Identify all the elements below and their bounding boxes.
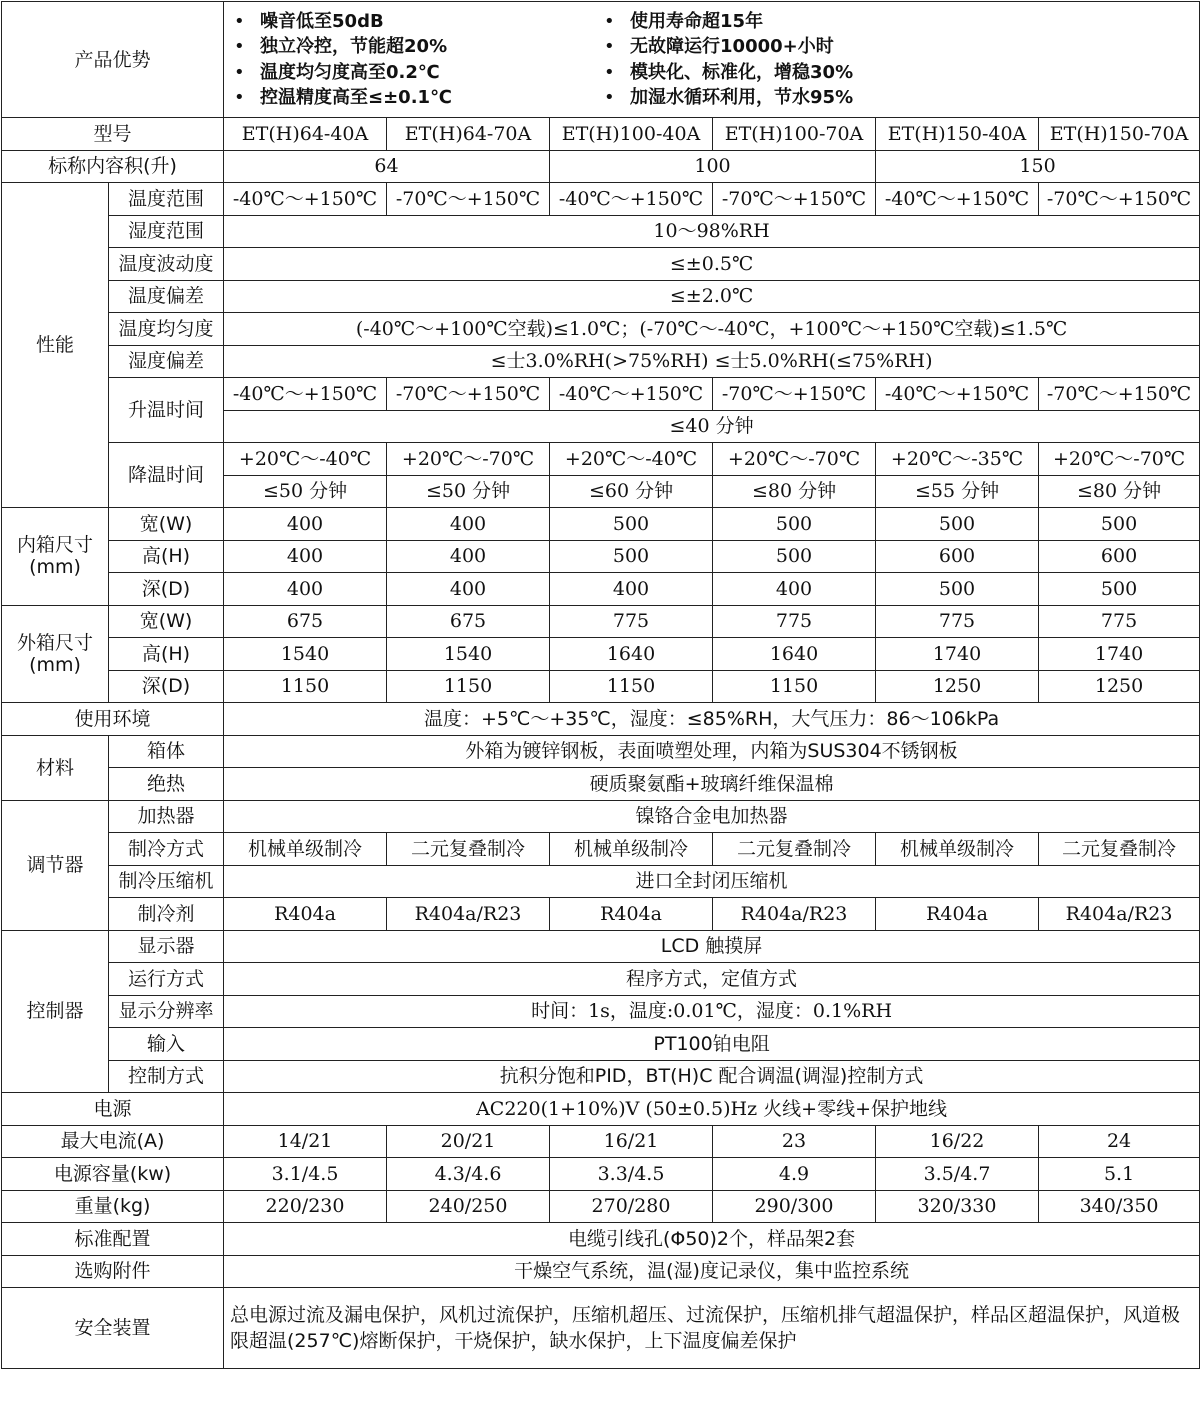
safety-label: 安全装置	[2, 1288, 224, 1369]
power-capacity-cell: 3.1/4.5	[224, 1158, 387, 1191]
model-cell: ET(H)100-70A	[713, 118, 876, 151]
weight-cell: 240/250	[387, 1190, 550, 1223]
cooling-range-cell: +20℃～-70℃	[1039, 443, 1200, 476]
display-label: 显示器	[109, 930, 224, 963]
power-capacity-cell: 3.5/4.7	[876, 1158, 1039, 1191]
standard-config-row	[2, 1223, 1200, 1256]
environment-value: 温度：+5℃～+35℃，湿度：≤85%RH，大气压力：86～106kPa	[224, 703, 1200, 736]
max-current-cell: 14/21	[224, 1125, 387, 1158]
compressor-value: 进口全封闭压缩机	[224, 865, 1200, 898]
optional-accessories-label: 选购附件	[2, 1255, 224, 1288]
volume-cell: 100	[550, 150, 876, 183]
outer-depth-cell: 1150	[224, 670, 387, 703]
cooling-method-cell: 二元复叠制冷	[387, 833, 550, 866]
cooling-range-cell: +20℃～-70℃	[387, 443, 550, 476]
inner-depth-cell: 400	[713, 573, 876, 606]
inner-height-row	[2, 540, 1200, 573]
control-mode-label: 控制方式	[109, 1060, 224, 1093]
outer-width-cell: 775	[1039, 605, 1200, 638]
inner-depth-row	[2, 573, 1200, 606]
temp-uniformity-label: 温度均匀度	[109, 313, 224, 346]
humidity-deviation-value: ≤士3.0%RH(>75%RH) ≤士5.0%RH(≤75%RH)	[224, 345, 1200, 378]
inner-depth-cell: 400	[387, 573, 550, 606]
outer-width-label: 宽(W)	[109, 605, 224, 638]
insulation-label: 绝热	[109, 768, 224, 801]
outer-depth-cell: 1250	[876, 670, 1039, 703]
optional-accessories-value: 干燥空气系统，温(湿)度记录仪，集中监控系统	[224, 1255, 1200, 1288]
resolution-row	[2, 995, 1200, 1028]
cooling-range-cell: +20℃～-35℃	[876, 443, 1039, 476]
inner-width-cell: 500	[1039, 508, 1200, 541]
outer-height-label: 高(H)	[109, 638, 224, 671]
outer-depth-cell: 1250	[1039, 670, 1200, 703]
cooling-method-cell: 机械单级制冷	[876, 833, 1039, 866]
inner-height-cell: 400	[387, 540, 550, 573]
power-capacity-label: 电源容量(kw)	[2, 1158, 224, 1191]
inner-width-cell: 500	[713, 508, 876, 541]
outer-width-cell: 675	[387, 605, 550, 638]
cabinet-label: 箱体	[109, 735, 224, 768]
model-cell: ET(H)100-40A	[550, 118, 713, 151]
humidity-range-value: 10～98%RH	[224, 215, 1200, 248]
temp-uniformity-row	[2, 313, 1200, 346]
safety-row	[2, 1288, 1200, 1369]
max-current-label: 最大电流(A)	[2, 1125, 224, 1158]
performance-label: 性能	[2, 183, 109, 508]
weight-row	[2, 1190, 1200, 1223]
cooling-method-cell: 二元复叠制冷	[713, 833, 876, 866]
inner-size-label	[2, 508, 109, 606]
outer-depth-cell: 1150	[550, 670, 713, 703]
max-current-cell: 20/21	[387, 1125, 550, 1158]
heating-time-value: ≤40 分钟	[224, 410, 1200, 443]
input-row	[2, 1028, 1200, 1061]
temp-range-cell: -40℃～+150℃	[550, 183, 713, 216]
run-mode-label: 运行方式	[109, 963, 224, 996]
refrigerant-row	[2, 898, 1200, 931]
advantage-item: • 控温精度高至≤±0.1℃	[234, 85, 604, 111]
material-label: 材料	[2, 735, 109, 800]
advantage-item: • 无故障运行10000+小时	[604, 34, 974, 60]
insulation-value: 硬质聚氨酯+玻璃纤维保温棉	[224, 768, 1200, 801]
model-cell: ET(H)64-40A	[224, 118, 387, 151]
power-capacity-cell: 5.1	[1039, 1158, 1200, 1191]
humidity-range-label: 湿度范围	[109, 215, 224, 248]
cooling-time-cell: ≤55 分钟	[876, 475, 1039, 508]
advantages-row	[2, 2, 1200, 118]
weight-cell: 290/300	[713, 1190, 876, 1223]
outer-depth-row	[2, 670, 1200, 703]
inner-depth-cell: 400	[550, 573, 713, 606]
resolution-value: 时间：1s，温度:0.01℃，湿度：0.1%RH	[224, 995, 1200, 1028]
standard-config-value: 电缆引线孔(Φ50)2个，样品架2套	[224, 1223, 1200, 1256]
cooling-time-cell: ≤60 分钟	[550, 475, 713, 508]
humidity-range-row	[2, 215, 1200, 248]
outer-depth-label: 深(D)	[109, 670, 224, 703]
outer-height-cell: 1540	[387, 638, 550, 671]
power-supply-value: AC220(1+10%)V (50±0.5)Hz 火线+零线+保护地线	[224, 1093, 1200, 1126]
power-capacity-cell: 4.9	[713, 1158, 876, 1191]
material-cabinet-row	[2, 735, 1200, 768]
outer-height-cell: 1540	[224, 638, 387, 671]
inner-height-cell: 500	[550, 540, 713, 573]
model-label: 型号	[2, 118, 224, 151]
max-current-cell: 16/22	[876, 1125, 1039, 1158]
inner-height-cell: 600	[876, 540, 1039, 573]
max-current-cell: 23	[713, 1125, 876, 1158]
heater-label: 加热器	[109, 800, 224, 833]
outer-size-unit: (mm)	[29, 653, 81, 676]
cooling-method-cell: 机械单级制冷	[224, 833, 387, 866]
weight-label: 重量(kg)	[2, 1190, 224, 1223]
volume-row	[2, 150, 1200, 183]
environment-row	[2, 703, 1200, 736]
power-capacity-cell: 4.3/4.6	[387, 1158, 550, 1191]
model-cell: ET(H)64-70A	[387, 118, 550, 151]
inner-depth-cell: 500	[1039, 573, 1200, 606]
power-supply-row	[2, 1093, 1200, 1126]
controller-label: 控制器	[2, 930, 109, 1093]
cooling-time-cell: ≤80 分钟	[713, 475, 876, 508]
model-cell: ET(H)150-40A	[876, 118, 1039, 151]
outer-height-cell: 1740	[876, 638, 1039, 671]
cooling-method-row	[2, 833, 1200, 866]
refrigerant-cell: R404a/R23	[713, 898, 876, 931]
inner-width-cell: 500	[876, 508, 1039, 541]
cooling-time-label: 降温时间	[109, 443, 224, 508]
inner-height-cell: 400	[224, 540, 387, 573]
temp-deviation-label: 温度偏差	[109, 280, 224, 313]
weight-cell: 270/280	[550, 1190, 713, 1223]
temp-range-label: 温度范围	[109, 183, 224, 216]
heating-range-cell: -40℃～+150℃	[550, 378, 713, 411]
model-row	[2, 118, 1200, 151]
volume-cell: 150	[876, 150, 1200, 183]
volume-cell: 64	[224, 150, 550, 183]
run-mode-row	[2, 963, 1200, 996]
advantage-item: • 温度均匀度高至0.2℃	[234, 60, 604, 86]
control-mode-row	[2, 1060, 1200, 1093]
temp-range-row	[2, 183, 1200, 216]
temp-range-cell: -70℃～+150℃	[387, 183, 550, 216]
cooling-time-cell: ≤50 分钟	[224, 475, 387, 508]
heater-row	[2, 800, 1200, 833]
heating-time-label: 升温时间	[109, 378, 224, 443]
inner-depth-cell: 500	[876, 573, 1039, 606]
inner-width-row	[2, 508, 1200, 541]
safety-value: 总电源过流及漏电保护，风机过流保护，压缩机超压、过流保护，压缩机排气超温保护，样品区超温保护，风道极限超温(257℃)熔断保护，干烧保护，缺水保护，上下温度偏差保护	[224, 1288, 1200, 1369]
advantages-label: 产品优势	[2, 2, 224, 118]
model-cell: ET(H)150-70A	[1039, 118, 1200, 151]
outer-width-row	[2, 605, 1200, 638]
input-label: 输入	[109, 1028, 224, 1061]
temp-range-cell: -70℃～+150℃	[1039, 183, 1200, 216]
temp-uniformity-value: (-40℃～+100℃空载)≤1.0℃；(-70℃～-40℃，+100℃～+150℃空载)≤1.5℃	[224, 313, 1200, 346]
heater-value: 镍铬合金电加热器	[224, 800, 1200, 833]
outer-depth-cell: 1150	[387, 670, 550, 703]
spec-table	[1, 1, 1200, 1369]
inner-width-cell: 400	[224, 508, 387, 541]
inner-depth-label: 深(D)	[109, 573, 224, 606]
advantage-item: • 使用寿命超15年	[604, 9, 974, 35]
outer-height-row	[2, 638, 1200, 671]
outer-height-cell: 1640	[713, 638, 876, 671]
temp-deviation-row	[2, 280, 1200, 313]
refrigerant-cell: R404a/R23	[1039, 898, 1200, 931]
cabinet-value: 外箱为镀锌钢板，表面喷塑处理，内箱为SUS304不锈钢板	[224, 735, 1200, 768]
run-mode-value: 程序方式，定值方式	[224, 963, 1200, 996]
weight-cell: 220/230	[224, 1190, 387, 1223]
temp-range-cell: -40℃～+150℃	[224, 183, 387, 216]
outer-width-cell: 775	[876, 605, 1039, 638]
display-row	[2, 930, 1200, 963]
heating-range-cell: -70℃～+150℃	[387, 378, 550, 411]
max-current-cell: 24	[1039, 1125, 1200, 1158]
weight-cell: 320/330	[876, 1190, 1039, 1223]
standard-config-label: 标准配置	[2, 1223, 224, 1256]
max-current-row	[2, 1125, 1200, 1158]
outer-width-cell: 675	[224, 605, 387, 638]
cooling-time-range-row	[2, 443, 1200, 476]
temp-range-cell: -70℃～+150℃	[713, 183, 876, 216]
outer-height-cell: 1740	[1039, 638, 1200, 671]
temp-fluctuation-row	[2, 248, 1200, 281]
cooling-time-cell: ≤50 分钟	[387, 475, 550, 508]
inner-depth-cell: 400	[224, 573, 387, 606]
control-mode-value: 抗积分饱和PID，BT(H)C 配合调温(调湿)控制方式	[224, 1060, 1200, 1093]
compressor-label: 制冷压缩机	[109, 865, 224, 898]
advantage-item: • 模块化、标准化，增稳30%	[604, 60, 974, 86]
cooling-time-cell: ≤80 分钟	[1039, 475, 1200, 508]
inner-size-title: 内箱尺寸	[16, 534, 93, 557]
optional-accessories-row	[2, 1255, 1200, 1288]
outer-width-cell: 775	[713, 605, 876, 638]
heating-time-range-row	[2, 378, 1200, 411]
material-insulation-row	[2, 768, 1200, 801]
power-capacity-row	[2, 1158, 1200, 1191]
refrigerant-cell: R404a/R23	[387, 898, 550, 931]
cooling-range-cell: +20℃～-70℃	[713, 443, 876, 476]
cooling-method-cell: 二元复叠制冷	[1039, 833, 1200, 866]
inner-width-cell: 500	[550, 508, 713, 541]
refrigerant-cell: R404a	[224, 898, 387, 931]
refrigerant-cell: R404a	[550, 898, 713, 931]
advantage-item: • 独立冷控，节能超20%	[234, 34, 604, 60]
cooling-range-cell: +20℃～-40℃	[224, 443, 387, 476]
heating-range-cell: -70℃～+150℃	[1039, 378, 1200, 411]
cooling-method-cell: 机械单级制冷	[550, 833, 713, 866]
temp-fluctuation-value: ≤±0.5℃	[224, 248, 1200, 281]
resolution-label: 显示分辨率	[109, 995, 224, 1028]
heating-range-cell: -40℃～+150℃	[876, 378, 1039, 411]
outer-size-title: 外箱尺寸	[16, 631, 93, 654]
inner-size-unit: (mm)	[29, 556, 81, 579]
inner-width-cell: 400	[387, 508, 550, 541]
inner-height-cell: 600	[1039, 540, 1200, 573]
temp-deviation-value: ≤±2.0℃	[224, 280, 1200, 313]
temp-range-cell: -40℃～+150℃	[876, 183, 1039, 216]
temp-fluctuation-label: 温度波动度	[109, 248, 224, 281]
power-supply-label: 电源	[2, 1093, 224, 1126]
inner-height-cell: 500	[713, 540, 876, 573]
max-current-cell: 16/21	[550, 1125, 713, 1158]
advantage-item: • 加湿水循环利用，节水95%	[604, 85, 974, 111]
refrigerant-cell: R404a	[876, 898, 1039, 931]
cooling-range-cell: +20℃～-40℃	[550, 443, 713, 476]
outer-depth-cell: 1150	[713, 670, 876, 703]
weight-cell: 340/350	[1039, 1190, 1200, 1223]
outer-size-label	[2, 605, 109, 703]
volume-label: 标称内容积(升)	[2, 150, 224, 183]
outer-width-cell: 775	[550, 605, 713, 638]
power-capacity-cell: 3.3/4.5	[550, 1158, 713, 1191]
refrigerant-label: 制冷剂	[109, 898, 224, 931]
inner-height-label: 高(H)	[109, 540, 224, 573]
regulator-label: 调节器	[2, 800, 109, 930]
advantages-list	[224, 2, 1200, 118]
heating-range-cell: -70℃～+150℃	[713, 378, 876, 411]
humidity-deviation-row	[2, 345, 1200, 378]
humidity-deviation-label: 湿度偏差	[109, 345, 224, 378]
display-value: LCD 触摸屏	[224, 930, 1200, 963]
compressor-row	[2, 865, 1200, 898]
heating-range-cell: -40℃～+150℃	[224, 378, 387, 411]
outer-height-cell: 1640	[550, 638, 713, 671]
input-value: PT100铂电阻	[224, 1028, 1200, 1061]
inner-width-label: 宽(W)	[109, 508, 224, 541]
cooling-method-label: 制冷方式	[109, 833, 224, 866]
advantage-item: • 噪音低至50dB	[234, 9, 604, 35]
environment-label: 使用环境	[2, 703, 224, 736]
